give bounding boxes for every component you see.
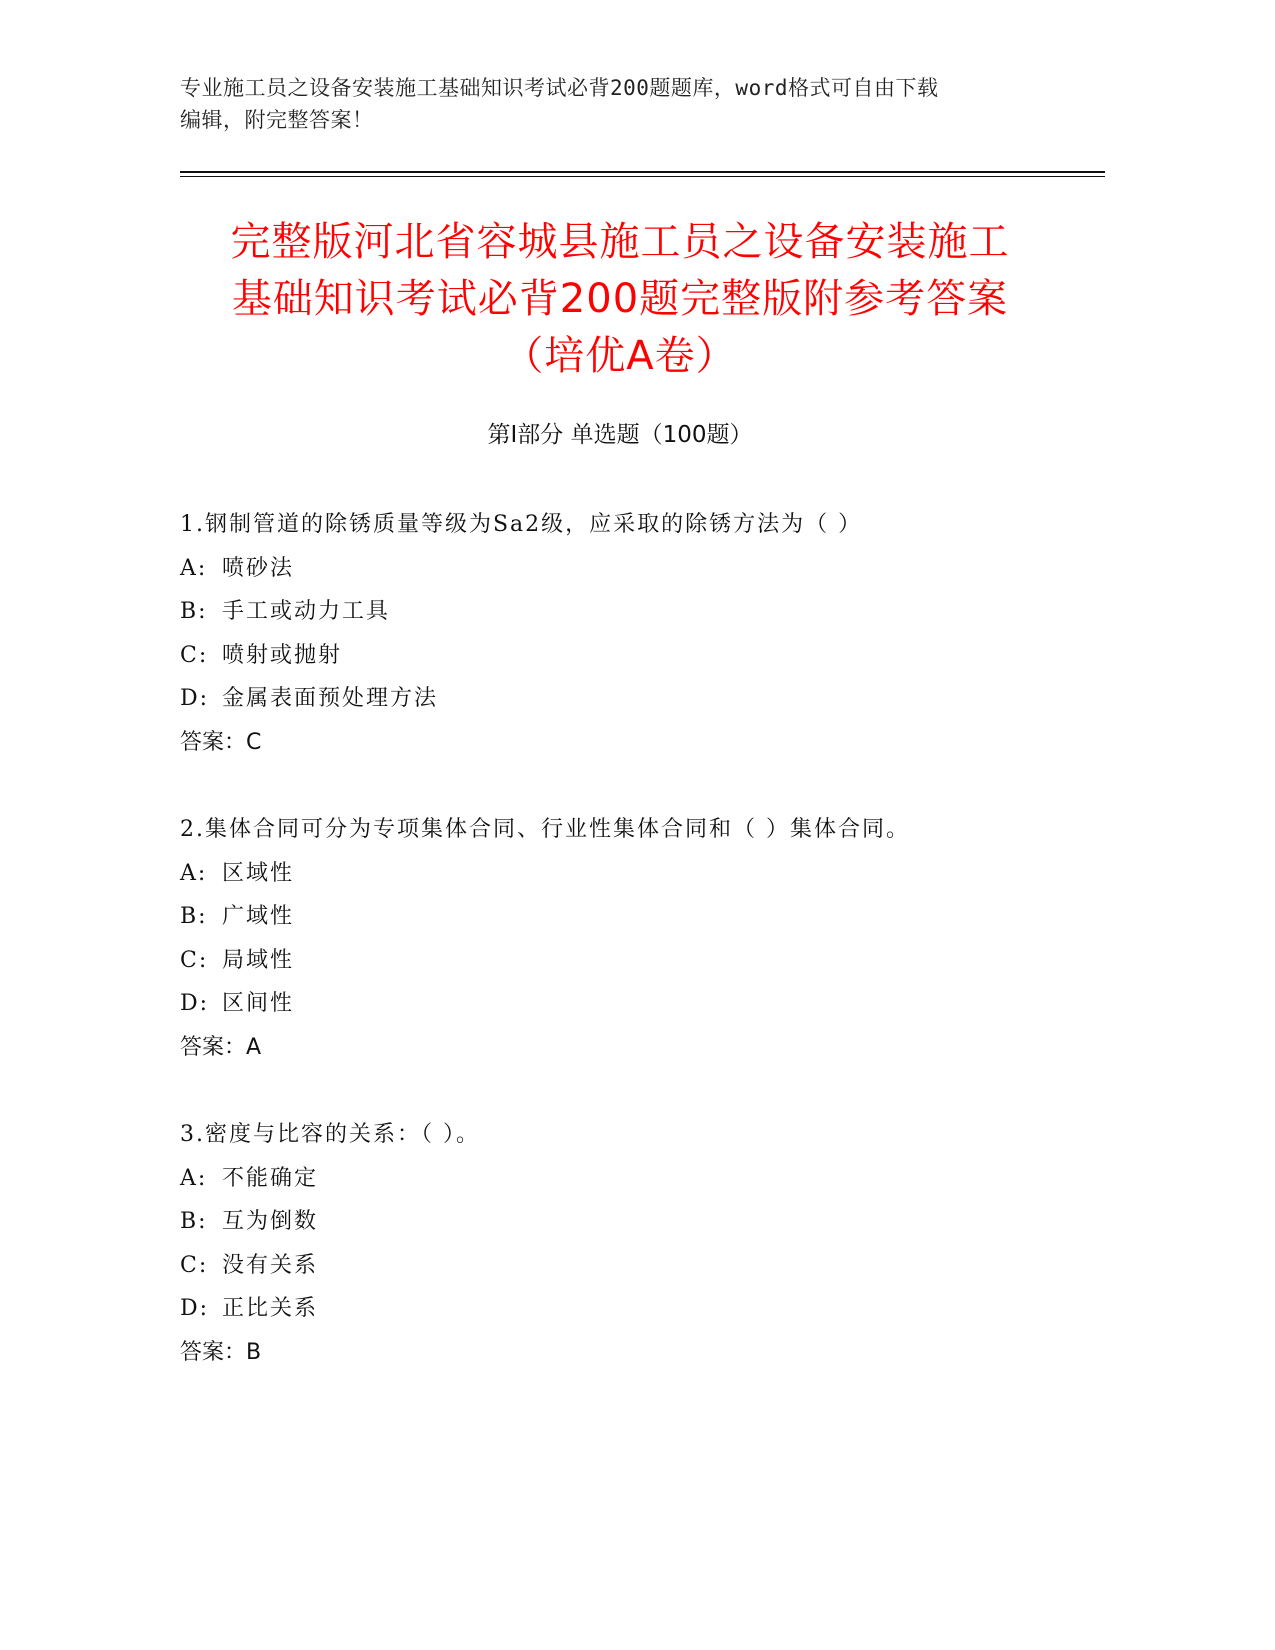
option-b	[180, 1200, 1080, 1244]
header-note	[180, 72, 1040, 136]
option-letter: B:	[180, 1209, 208, 1234]
document-title-line2: 基础知识考试必背200题完整版附参考答案	[231, 276, 1009, 322]
header-note-line2: 编辑，附完整答案！	[180, 108, 374, 132]
option-letter: A:	[180, 860, 208, 886]
option-d	[180, 677, 1080, 721]
option-letter: C:	[180, 1252, 209, 1278]
option-text: 区域性	[222, 860, 295, 886]
option-text: 广域性	[222, 904, 295, 929]
option-c	[180, 1244, 1080, 1288]
question-stem: 1.钢制管道的除锈质量等级为Sa2级，应采取的除锈方法为（ ）	[180, 512, 863, 537]
option-d	[180, 982, 1080, 1026]
option-letter: B:	[180, 904, 208, 929]
option-b	[180, 895, 1080, 939]
question-1	[180, 503, 1080, 764]
option-text: 不能确定	[222, 1165, 319, 1191]
option-letter: A:	[180, 555, 208, 581]
option-letter: D:	[180, 991, 210, 1016]
question-2	[180, 808, 1080, 1069]
option-letter: C:	[180, 947, 209, 973]
section-title: 第Ⅰ部分 单选题（100题）	[487, 422, 753, 448]
option-text: 喷砂法	[222, 555, 295, 581]
question-stem: 2.集体合同可分为专项集体合同、行业性集体合同和（ ）集体合同。	[180, 817, 910, 842]
option-letter: B:	[180, 599, 208, 624]
question-3	[180, 1113, 1080, 1374]
answer-line: 答案：C	[180, 729, 262, 755]
option-text: 金属表面预处理方法	[222, 686, 439, 711]
option-text: 区间性	[222, 991, 295, 1016]
document-title	[180, 214, 1060, 385]
option-letter: D:	[180, 686, 210, 711]
option-letter: A:	[180, 1165, 208, 1191]
header-divider-thin	[180, 176, 1105, 177]
option-letter: D:	[180, 1296, 210, 1321]
option-b	[180, 590, 1080, 634]
option-text: 正比关系	[222, 1296, 319, 1321]
header-divider-thick	[180, 171, 1105, 173]
answer-line: 答案：A	[180, 1034, 262, 1060]
question-stem: 3.密度与比容的关系：（ ）。	[180, 1122, 480, 1147]
document-title-line3: （培优A卷）	[503, 333, 737, 379]
answer-line: 答案：B	[180, 1339, 262, 1365]
option-d	[180, 1287, 1080, 1331]
option-text: 互为倒数	[222, 1209, 319, 1234]
option-text: 喷射或抛射	[222, 642, 343, 668]
option-letter: C:	[180, 642, 209, 668]
document-title-line1: 完整版河北省容城县施工员之设备安装施工	[230, 219, 1010, 265]
option-c	[180, 634, 1080, 678]
option-text: 没有关系	[222, 1252, 319, 1278]
option-a	[180, 547, 1080, 591]
option-a	[180, 1157, 1080, 1201]
option-text: 手工或动力工具	[222, 599, 391, 624]
header-note-line1: 专业施工员之设备安装施工基础知识考试必背200题题库，word格式可自由下载	[180, 76, 939, 100]
option-a	[180, 852, 1080, 896]
option-c	[180, 939, 1080, 983]
option-text: 局域性	[222, 947, 295, 973]
